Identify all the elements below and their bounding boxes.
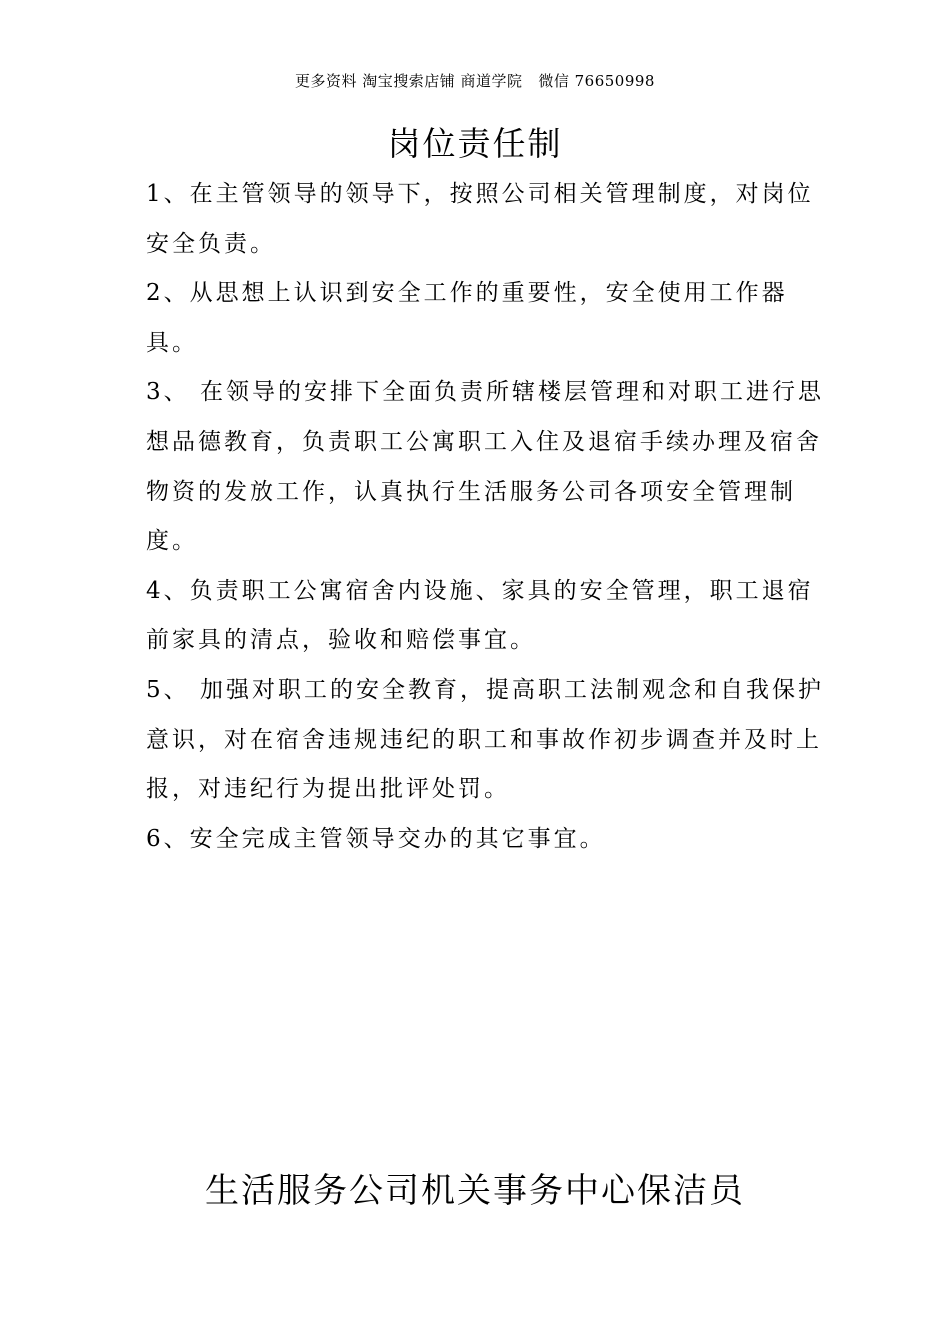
paragraph-2: 2、从思想上认识到安全工作的重要性，安全使用工作器具。	[146, 280, 788, 356]
paragraph-1: 1、在主管领导的领导下，按照公司相关管理制度，对岗位安全负责。	[146, 181, 814, 257]
paragraph-6: 6、安全完成主管领导交办的其它事宜。	[146, 825, 606, 852]
paragraph-4: 4、负责职工公寓宿舍内设施、家具的安全管理，职工退宿前家具的清点，验收和赔偿事宜。	[146, 577, 814, 654]
footer-organization: 生活服务公司机关事务中心保洁员	[205, 1171, 745, 1211]
paragraph-3: 3、 在领导的安排下全面负责所辖楼层管理和对职工进行思想品德教育，负责职工公寓职工入住及退宿手续办理及宿舍物资的发放工作，认真执行生活服务公司各项安全管理制度。	[146, 379, 824, 555]
document-title: 岗位责任制	[387, 124, 563, 163]
paragraph-5: 5、 加强对职工的安全教育，提高职工法制观念和自我保护意识，对在宿舍违规违纪的职工和事故作初步调查并及时上报，对违纪行为提出批评处罚。	[146, 676, 824, 803]
header-note: 更多资料 淘宝搜索店铺 商道学院 微信 76650998	[295, 72, 655, 90]
document-body	[146, 170, 826, 864]
